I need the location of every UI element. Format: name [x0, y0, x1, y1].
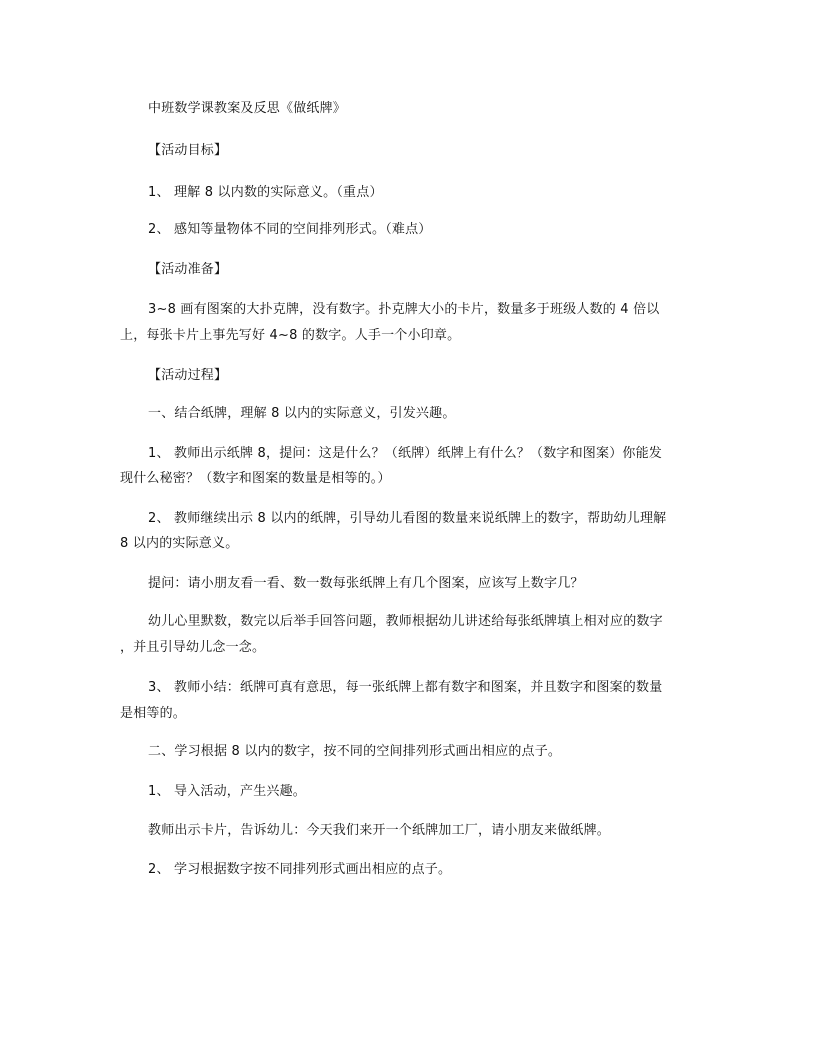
section-heading-goal: 【活动目标】	[148, 143, 228, 158]
part2-item-1: 1、 导入活动，产生兴趣。	[148, 784, 307, 799]
part1-item2-line-1: 2、 教师继续出示 8 以内的纸牌，引导幼儿看图的数量来说纸牌上的数字，帮助幼儿理解	[148, 511, 667, 526]
part1-item1-line-2: 现什么秘密？（数字和图案的数量是相等的。）	[120, 471, 391, 486]
goal-item-2: 2、 感知等量物体不同的空间排列形式。（难点）	[148, 222, 432, 237]
part1-item2-line-2: 8 以内的实际意义。	[120, 536, 239, 551]
goal-item-1: 1、 理解 8 以内数的实际意义。（重点）	[148, 185, 383, 200]
section-heading-prep: 【活动准备】	[148, 262, 228, 277]
section-heading-process: 【活动过程】	[148, 368, 228, 383]
part1-child-line-2: ，并且引导幼儿念一念。	[120, 640, 266, 655]
part2-item-2: 2、 学习根据数字按不同排列形式画出相应的点子。	[148, 862, 452, 877]
part2-teacher-paragraph: 教师出示卡片，告诉幼儿：今天我们来开一个纸牌加工厂，请小朋友来做纸牌。	[148, 823, 611, 838]
prep-paragraph-line-1: 3~8 画有图案的大扑克牌，没有数字。扑克牌大小的卡片，数量多于班级人数的 4 倍以	[148, 302, 660, 317]
prep-paragraph-line-2: 上，每张卡片上事先写好 4~8 的数字。人手一个小印章。	[120, 328, 461, 343]
part1-child-line-1: 幼儿心里默数，数完以后举手回答问题，教师根据幼儿讲述给每张纸牌填上相对应的数字	[148, 614, 663, 629]
part1-heading: 一、结合纸牌，理解 8 以内的实际意义，引发兴趣。	[148, 406, 456, 421]
part1-item3-line-2: 是相等的。	[120, 706, 187, 721]
part2-heading: 二、学习根据 8 以内的数字，按不同的空间排列形式画出相应的点子。	[148, 744, 562, 759]
document-title: 中班数学课教案及反思《做纸牌》	[148, 101, 347, 116]
part1-question: 提问：请小朋友看一看、数一数每张纸牌上有几个图案，应该写上数字几？	[148, 576, 584, 591]
part1-item1-line-1: 1、 教师出示纸牌 8，提问：这是什么？（纸牌）纸牌上有什么？（数字和图案）你能发	[148, 446, 663, 461]
part1-item3-line-1: 3、 教师小结：纸牌可真有意思，每一张纸牌上都有数字和图案，并且数字和图案的数量	[148, 680, 663, 695]
